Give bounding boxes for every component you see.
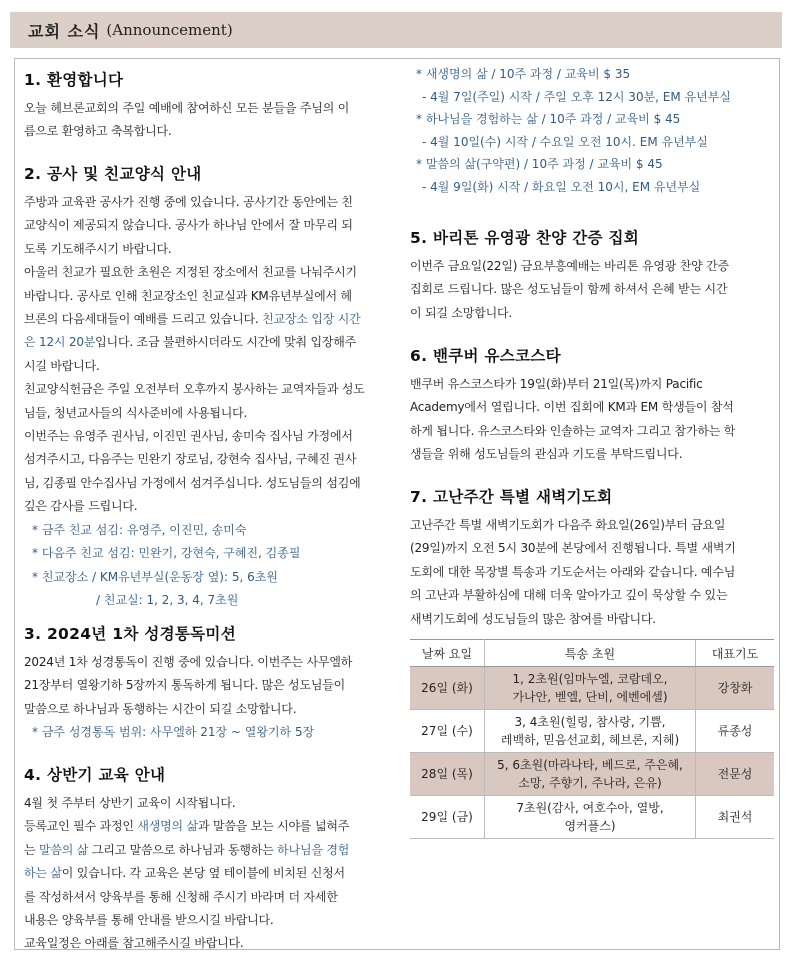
choir-cell xyxy=(485,667,696,710)
text-line: 이번주는 유영주 권사님, 이진민 권사님, 송미숙 집사님 가정에서 xyxy=(24,429,353,444)
fellowship-note: * 금주 친교 섬김: 유영주, 이진민, 송미숙 xyxy=(32,522,247,537)
education-schedule xyxy=(410,63,778,199)
section-construction xyxy=(24,162,392,612)
choir-line: 가나안, 벧엘, 단비, 에벤에셀) xyxy=(512,690,668,705)
text-line: 이번주 금요일(22일) 금요부흥예배는 바리톤 유영광 찬양 간증 xyxy=(410,259,729,273)
text-line: 2024년 1차 성경통독이 진행 중에 있습니다. 이번주는 사무엘하 xyxy=(24,655,353,669)
section-welcome xyxy=(24,68,392,144)
text-line: 고난주간 특별 새벽기도회가 다음주 화요일(26일)부터 금요일 xyxy=(410,518,726,532)
text-line: 바랍니다. 공사로 인해 친교장소인 친교실과 KM유년부실에서 헤 xyxy=(24,288,352,303)
header-title-korean: 교회 소식 xyxy=(28,21,101,41)
text-line: 님들, 청년교사들의 식사준비에 사용됩니다. xyxy=(24,405,248,420)
highlight-text: 새생명의 삶 xyxy=(137,819,198,834)
text-span: 이 있습니다. 각 교육은 본당 옆 테이블에 비치된 신청서 xyxy=(61,866,345,881)
section-education xyxy=(24,763,392,956)
section-title: 1. 환영합니다 xyxy=(24,71,124,89)
text-line: 의 고난과 부활하심에 대해 더욱 알아가고 깊이 묵상할 수 있는 xyxy=(410,588,728,603)
choir-line: 소망, 주향기, 주나라, 은유) xyxy=(518,776,662,791)
schedule-item: * 새생명의 삶 / 10주 과정 / 교육비 $ 35 xyxy=(416,67,631,81)
text-line: 친교양식헌금은 주일 오전부터 오후까지 봉사하는 교역자들과 성도 xyxy=(24,382,365,397)
text-line xyxy=(24,331,392,354)
text-line: 섬겨주시고, 다음주는 민완기 장로님, 강현숙 집사님, 구혜진 권사 xyxy=(24,452,357,467)
text-line: 말씀으로 하나님과 동행하는 시간이 되길 소망합니다. xyxy=(24,701,297,716)
text-line: 도회에 대한 목장별 특송과 기도순서는 아래와 같습니다. 예수님 xyxy=(410,564,736,579)
section-dawn-prayer xyxy=(410,485,778,839)
section-bible-reading xyxy=(24,622,392,745)
choir-cell xyxy=(485,753,696,796)
text-line: 4월 첫 주부터 상반기 교육이 시작됩니다. xyxy=(24,796,236,810)
text-line: 깊은 감사를 드립니다. xyxy=(24,499,138,514)
table-header-row xyxy=(410,640,774,667)
text-line: 시길 바랍니다. xyxy=(24,358,100,373)
text-line: 내용은 양육부를 통해 안내를 받으시길 바랍니다. xyxy=(24,913,274,928)
reading-range-note: * 금주 성경통독 범위: 사무엘하 21장 ~ 열왕기하 5장 xyxy=(32,725,315,740)
text-line: 새벽기도회에 성도님들의 많은 참여를 바랍니다. xyxy=(410,611,656,626)
choir-line: 3, 4초원(힐링, 참사랑, 기쁨, xyxy=(514,715,666,730)
column-header: 대표기도 xyxy=(696,640,775,667)
highlight-text: 하나님을 경험 xyxy=(277,842,350,857)
text-span: 과 말씀을 보는 시야를 넓혀주 xyxy=(197,819,350,834)
text-line: 21장부터 열왕기하 5장까지 통독하게 됩니다. 많은 성도님들이 xyxy=(24,678,346,693)
text-line xyxy=(24,815,392,838)
date-cell: 27일 (수) xyxy=(410,710,485,753)
fellowship-note: * 다음주 친교 섬김: 민완기, 강현숙, 구혜진, 김종필 xyxy=(32,546,301,561)
text-line xyxy=(24,308,392,331)
leader-cell: 류종성 xyxy=(696,710,775,753)
highlight-text: 은 12시 20분 xyxy=(24,335,96,350)
schedule-detail: - 4월 9일(화) 시작 / 화요일 오전 10시, EM 유년부실 xyxy=(422,179,701,194)
highlight-text: 친교장소 입장 시간 xyxy=(262,312,361,327)
section-title: 3. 2024년 1차 성경통독미션 xyxy=(24,625,236,643)
schedule-item: * 하나님을 경험하는 삶 / 10주 과정 / 교육비 $ 45 xyxy=(416,112,681,127)
text-line xyxy=(24,839,392,862)
date-cell: 28일 (목) xyxy=(410,753,485,796)
section-baritone-concert xyxy=(410,226,778,325)
choir-line: 1, 2초원(임마누엘, 코람데오, xyxy=(512,672,668,687)
prayer-schedule-table xyxy=(410,639,774,839)
text-line: 생들을 위해 성도님들의 관심과 기도를 부탁드립니다. xyxy=(410,447,683,462)
fellowship-note: / 친교실: 1, 2, 3, 4, 7초원 xyxy=(96,592,239,607)
text-line: 교양식이 제공되지 않습니다. 공사가 하나님 안에서 잘 마무리 되 xyxy=(24,218,353,233)
section-title: 7. 고난주간 특별 새벽기도회 xyxy=(410,488,613,506)
fellowship-note: * 친교장소 / KM유년부실(운동장 옆): 5, 6초원 xyxy=(32,569,278,584)
choir-line: 레백하, 믿음선교회, 헤브론, 지헤) xyxy=(500,733,680,748)
schedule-item: * 말씀의 삶(구약편) / 10주 과정 / 교육비 $ 45 xyxy=(416,157,663,172)
highlight-text: 하는 삶 xyxy=(24,866,62,881)
text-line: 하게 됩니다. 유스코스타와 인솔하는 교역자 그리고 참가하는 학 xyxy=(410,423,736,438)
header-title-english: (Announcement) xyxy=(106,21,233,39)
section-youth-kosta xyxy=(410,344,778,467)
text-line: 름으로 환영하고 축복합니다. xyxy=(24,124,172,139)
table-row xyxy=(410,753,774,796)
text-line: 밴쿠버 유스코스타가 19일(화)부터 21일(목)까지 Pacific xyxy=(410,377,703,391)
column-header: 특송 초원 xyxy=(485,640,696,667)
choir-cell xyxy=(485,796,696,839)
column-header: 날짜 요일 xyxy=(410,640,485,667)
announcement-frame xyxy=(14,58,780,950)
text-line: 이 되길 소망합니다. xyxy=(410,305,512,320)
schedule-detail: - 4월 10일(수) 시작 / 수요일 오전 10시. EM 유년부실 xyxy=(422,134,708,149)
table-row xyxy=(410,796,774,839)
choir-cell xyxy=(485,710,696,753)
section-title: 2. 공사 및 친교양식 안내 xyxy=(24,165,202,183)
choir-line: 5, 6초원(마라나타, 베드로, 주은혜, xyxy=(497,758,683,773)
text-span: 등록교인 필수 과정인 xyxy=(24,819,138,834)
text-line: 도록 기도해주시기 바랍니다. xyxy=(24,241,172,256)
leader-cell: 전문성 xyxy=(696,753,775,796)
text-span: 그리고 말씀으로 하나님과 동행하는 xyxy=(88,842,278,857)
highlight-text: 말씀의 삶 xyxy=(39,842,89,857)
text-line: Academy에서 열립니다. 이번 집회에 KM과 EM 학생들이 참석 xyxy=(410,400,734,415)
text-line xyxy=(24,862,392,885)
announcement-header xyxy=(10,12,782,48)
text-line: 집회로 드립니다. 많은 성도님들이 함께 하셔서 은혜 받는 시간 xyxy=(410,282,728,297)
text-line: 를 작성하셔서 양육부를 통해 신청해 주시기 바라며 더 자세한 xyxy=(24,889,338,904)
choir-line: 7초원(감사, 여호수아, 열방, xyxy=(516,801,664,816)
table-row xyxy=(410,710,774,753)
table-row xyxy=(410,667,774,710)
leader-cell: 강창화 xyxy=(696,667,775,710)
text-line: 교육일정은 아래를 참고해주시길 바랍니다. xyxy=(24,936,244,951)
section-title: 6. 밴쿠버 유스코스타 xyxy=(410,347,561,365)
schedule-detail: - 4월 7일(주일) 시작 / 주일 오후 12시 30분, EM 유년부실 xyxy=(422,89,731,104)
section-title: 4. 상반기 교육 안내 xyxy=(24,766,166,784)
text-line: 아울러 친교가 필요한 초원은 지정된 장소에서 친교를 나눠주시기 xyxy=(24,265,357,280)
text-span: 브론의 다음세대들이 예배를 드리고 있습니다. xyxy=(24,312,259,327)
leader-cell: 최권석 xyxy=(696,796,775,839)
text-line: 오늘 헤브론교회의 주일 예배에 참여하신 모든 분들을 주님의 이 xyxy=(24,101,350,115)
date-cell: 26일 (화) xyxy=(410,667,485,710)
text-span: 입니다. 조금 불편하시더라도 시간에 맞춰 입장해주 xyxy=(95,335,357,350)
text-line: (29일)까지 오전 5시 30분에 본당에서 진행됩니다. 특별 새벽기 xyxy=(410,541,736,556)
text-line: 님, 김종필 안수집사님 가정에서 섬겨주십니다. 성도님들의 섬김에 xyxy=(24,475,361,490)
section-title: 5. 바리톤 유영광 찬양 간증 집회 xyxy=(410,229,640,247)
text-line: 주방과 교육관 공사가 진행 중에 있습니다. 공사기간 동안에는 친 xyxy=(24,195,353,209)
date-cell: 29일 (금) xyxy=(410,796,485,839)
choir-line: 영커플스) xyxy=(564,819,616,834)
text-span: 는 xyxy=(24,842,40,857)
